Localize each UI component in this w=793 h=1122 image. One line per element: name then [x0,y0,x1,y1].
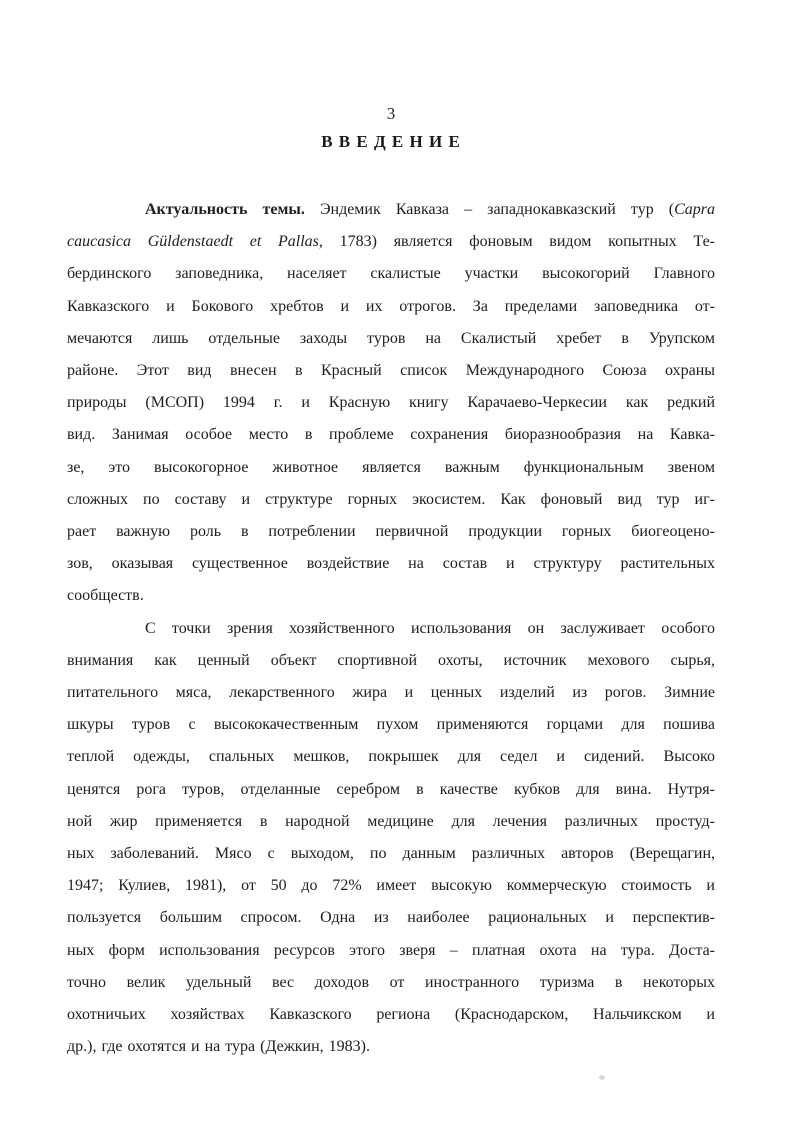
text-line: внимания как ценный объект спортивной охоты, источник мехового сырья, [67,651,715,669]
text-line: ценятся рога туров, отделанные серебром в качестве кубков для вина. Нутря- [67,780,715,798]
text-line: точно велик удельный вес доходов от иностранного туризма в некоторых [67,973,715,991]
text-line: пользуется большим спросом. Одна из наиболее рациональных и перспектив- [67,909,715,927]
text-line: зов, оказывая существенное воздействие на состав и структуру растительных [67,555,715,573]
text-line: др.), где охотятся и на тура (Дежкин, 1983). [67,1038,370,1056]
text-line: ных форм использования ресурсов этого зверя – платная охота на тура. Доста- [67,941,715,959]
text-line: природы (МСОП) 1994 г. и Красную книгу Карачаево-Черкесии как редкий [67,394,715,412]
text-segment: Эндемик Кавказа – западнокавказский тур ( [319,201,675,218]
text-line [67,194,715,226]
body-text [67,194,715,1063]
page-number: 3 [386,104,396,123]
text-line: охотничьих хозяйствах Кавказского региона (Краснодарском, Нальчикском и [67,1006,715,1024]
text-line [67,226,715,258]
text-line: С точки зрения хозяйственного использования он заслуживает особого [145,619,715,637]
text-line: теплой одежды, спальных мешков, покрышек для седел и сидений. Высоко [67,748,715,766]
lead-bold-text: Актуальность темы. [145,201,305,218]
text-line: Кавказского и Бокового хребтов и их отрогов. За пределами заповедника от- [67,297,715,315]
paragraph-economic-use [67,613,715,1064]
text-segment: , 1783) является фоновым видом копытных Те- [318,233,716,251]
latin-species-name: Capra [674,201,716,218]
text-line: сообществ. [67,587,144,605]
paragraph-relevance [67,194,715,613]
text-line: зе, это высокогорное животное является важным функциональным звеном [67,458,715,476]
text-line: сложных по составу и структуре горных экосистем. Как фоновый вид тур иг- [67,490,715,508]
text-line: рает важную роль в потреблении первичной продукции горных биогеоцено- [67,523,715,541]
text-line: вид. Занимая особое место в проблеме сохранения биоразнообразия на Кавка- [67,426,715,444]
text-line: ных заболеваний. Мясо с выходом, по данным различных авторов (Верещагин, [67,845,715,863]
text-line: питательного мяса, лекарственного жира и ценных изделий из рогов. Зимние [67,684,715,702]
text-line: мечаются лишь отдельные заходы туров на Скалистый хребет в Урупском [67,329,715,347]
latin-species-name: caucasica Güldenstaedt et Pallas [67,233,319,251]
page-title: В В Е Д Е Н И Е [321,132,461,151]
scan-artifact-dot [599,1075,605,1080]
text-line: 1947; Кулиев, 1981), от 50 до 72% имеет высокую коммерческую стоимость и [67,877,715,895]
text-line: ной жир применяется в народной медицине для лечения различных простуд- [67,812,715,830]
text-line: районе. Этот вид внесен в Красный список Международного Союза охраны [67,362,715,380]
text-line: шкуры туров с высококачественным пухом применяются горцами для пошива [67,716,715,734]
text-line: бердинского заповедника, населяет скалистые участки высокогорий Главного [67,265,715,283]
